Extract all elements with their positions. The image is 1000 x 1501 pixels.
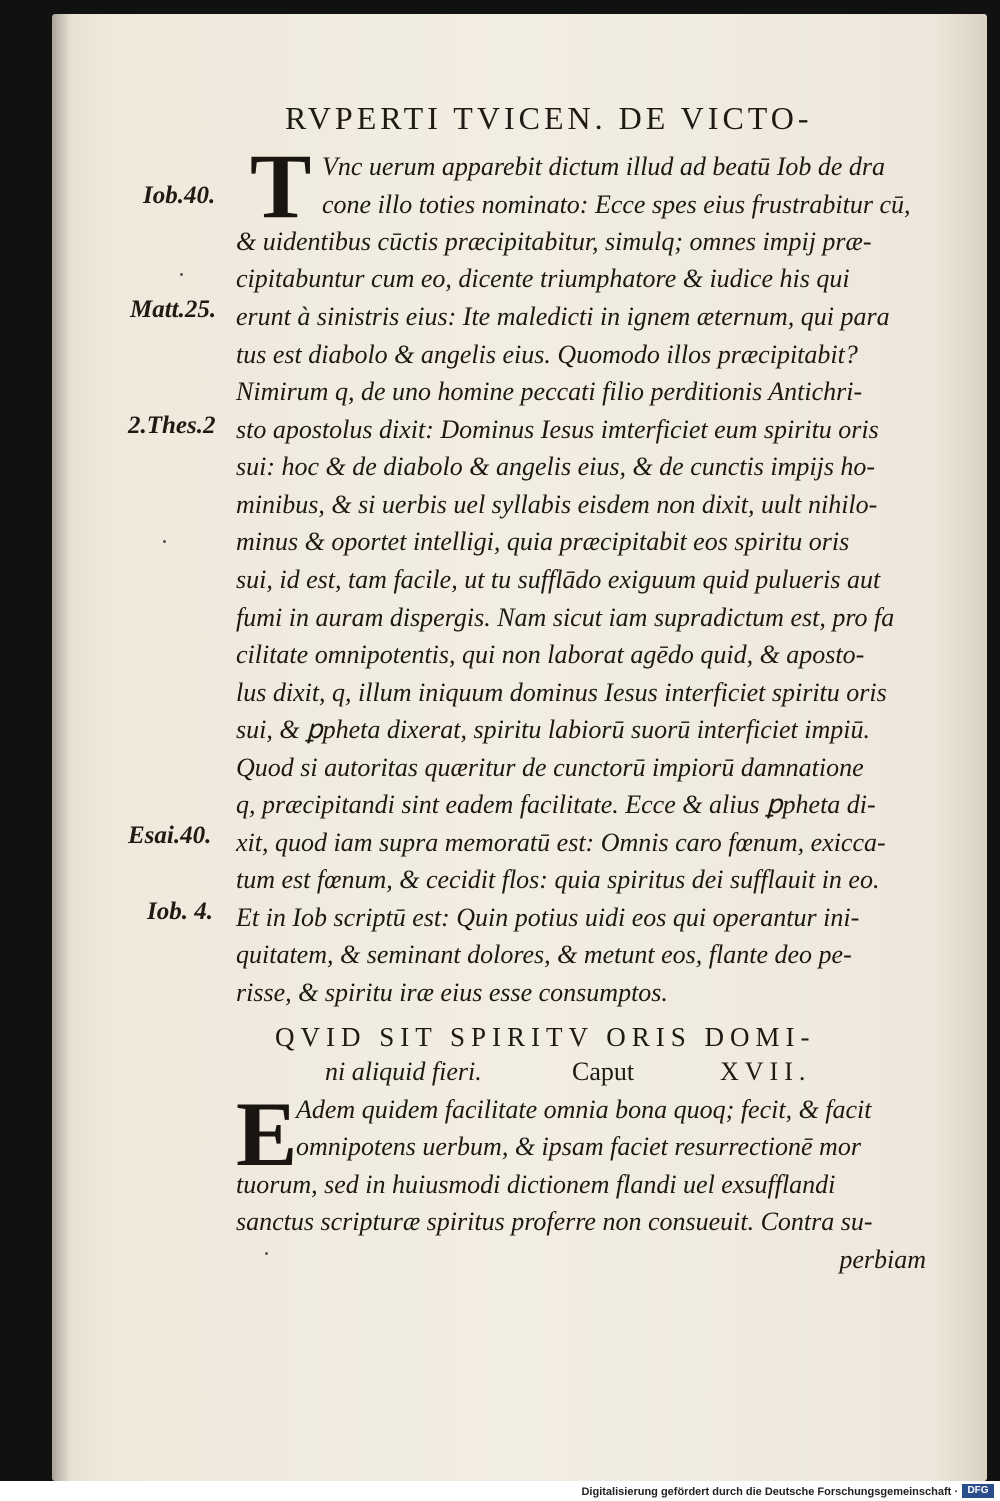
text-line: tuorum, sed in huiusmodi dictionem flandi uel exsufflandi <box>236 1170 836 1199</box>
text-line: minibus, & si uerbis uel syllabis eisdem non dixit, uult nihilo- <box>236 490 878 519</box>
chapter-number: XVII. <box>720 1057 812 1086</box>
margin-note: Matt.25. <box>130 296 217 323</box>
text-line: risse, & spiritu iræ eius esse consumptos. <box>236 978 668 1007</box>
drop-capital: E <box>236 1083 298 1185</box>
catchword: perbiam <box>839 1245 926 1274</box>
text-line: fumi in auram dispergis. Nam sicut iam supradictum est, pro fa <box>236 603 895 632</box>
text-line: q, præcipitandi sint eadem facilitate. Ecce & alius ꝑpheta di- <box>236 790 876 819</box>
margin-note: Iob.40. <box>143 182 216 209</box>
text-line: tum est fœnum, & cecidit flos: quia spiritus dei sufflauit in eo. <box>236 865 880 894</box>
text-line: Adem quidem facilitate omnia bona quoq; fecit, & facit <box>296 1095 872 1124</box>
text-line: Vnc uerum apparebit dictum illud ad beatū Iob de dra <box>322 152 886 181</box>
text-line: sui: hoc & de diabolo & angelis eius, & de cunctis impijs ho- <box>236 452 876 481</box>
text-line: Et in Iob scriptū est: Quin potius uidi eos qui operantur ini- <box>236 903 860 932</box>
dfg-logo: DFG <box>962 1484 994 1498</box>
drop-capital: T <box>250 135 312 237</box>
text-line: quitatem, & seminant dolores, & metunt eos, flante deo pe- <box>236 940 852 969</box>
text-line: cilitate omnipotentis, qui non laborat agēdo quid, & aposto- <box>236 640 865 669</box>
text-line: sto apostolus dixit: Dominus Iesus imterficiet eum spiritu oris <box>236 415 879 444</box>
text-line: lus dixit, q, illum iniquum dominus Iesus interficiet spiritu oris <box>236 678 887 707</box>
margin-note: Esai.40. <box>128 822 212 849</box>
text-line: cipitabuntur cum eo, dicente triumphatore & iudice his qui <box>236 264 850 293</box>
text-line: & uidentibus cūctis præcipitabitur, simulq; omnes impij præ- <box>236 227 872 256</box>
text-line: xit, quod iam supra memoratū est: Omnis caro fœnum, exicca- <box>236 828 886 857</box>
paper-speck <box>265 1252 268 1255</box>
gutter-shadow <box>52 14 70 1481</box>
footer-credit: Digitalisierung gefördert durch die Deutsche Forschungsgemeinschaft · <box>581 1486 958 1498</box>
text-line: cone illo toties nominato: Ecce spes eius frustrabitur cū, <box>322 190 911 219</box>
chapter-caput-label: Caput <box>572 1057 635 1086</box>
margin-note: 2.Thes.2 <box>128 412 216 439</box>
text-line: omnipotens uerbum, & ipsam faciet resurrectionē mor <box>296 1132 861 1161</box>
text-line: Nimirum q, de uno homine peccati filio perditionis Antichri- <box>236 377 863 406</box>
chapter-heading: QVID SIT SPIRITV ORIS DOMI- <box>275 1022 816 1052</box>
chapter-subheading: ni aliquid fieri. <box>325 1057 482 1086</box>
text-line: Quod si autoritas quæritur de cunctorū impiorū damnatione <box>236 753 864 782</box>
text-line: sui, & ꝑpheta dixerat, spiritu labiorū suorū interficiet impiū. <box>236 715 870 744</box>
paper-speck <box>163 540 166 543</box>
text-line: sui, id est, tam facile, ut tu sufflādo exiguum quid pulueris aut <box>236 565 881 594</box>
paper-speck <box>180 273 183 276</box>
text-line: minus & oportet intelligi, quia præcipitabit eos spiritu oris <box>236 527 850 556</box>
text-line: tus est diabolo & angelis eius. Quomodo illos præcipitabit? <box>236 340 858 369</box>
running-head: RVPERTI TVICEN. DE VICTO- <box>285 100 813 136</box>
text-line: erunt à sinistris eius: Ite maledicti in ignem æternum, qui para <box>236 302 890 331</box>
text-line: sanctus scripturæ spiritus proferre non consueuit. Contra su- <box>236 1207 873 1236</box>
margin-note: Iob. 4. <box>147 898 213 925</box>
